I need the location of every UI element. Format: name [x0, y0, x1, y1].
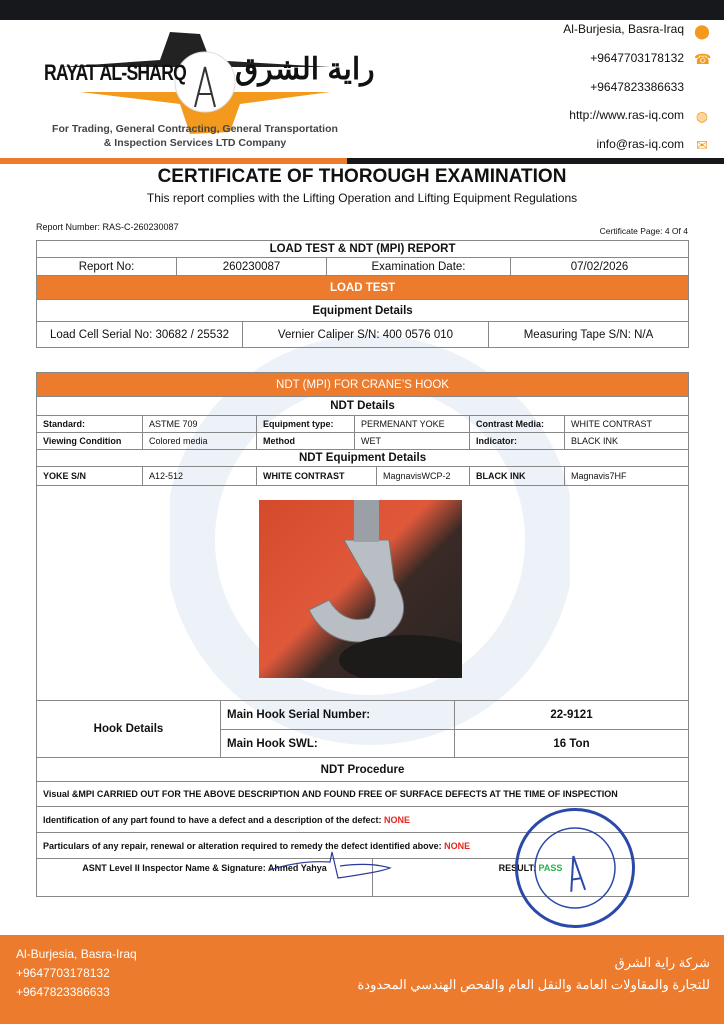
result-value: PASS — [538, 863, 563, 873]
black-ink-label: BLACK INK — [470, 467, 565, 486]
ndt-heading: NDT (MPI) FOR CRANE’S HOOK — [37, 373, 689, 397]
measuring-tape-serial: Measuring Tape S/N: N/A — [489, 322, 689, 348]
company-name: RAYAT AL-SHARQ — [44, 60, 187, 85]
contrast-media-value: WHITE CONTRAST — [565, 416, 689, 433]
hook-swl-label: Main Hook SWL: — [221, 730, 455, 758]
location-pin-icon: ⬤ — [694, 23, 710, 39]
defect-value: NONE — [384, 814, 411, 825]
company-stamp — [507, 800, 643, 936]
globe-icon: ◍ — [695, 108, 709, 124]
company-name-arabic: راية الشرق — [235, 53, 375, 86]
contact-phone-1: +9647703178132 — [590, 51, 684, 65]
black-ink-value: Magnavis7HF — [565, 467, 689, 486]
tagline-line-1: For Trading, General Contracting, General Transportation — [52, 123, 338, 135]
inspector-label: ASNT Level II Inspector Name & Signature: — [82, 863, 268, 873]
yoke-value: A12-512 — [143, 467, 257, 486]
ndt-details-heading: NDT Details — [37, 397, 689, 416]
exam-date-label: Examination Date: — [327, 258, 511, 276]
method-value: WET — [355, 433, 470, 450]
method-label: Method — [257, 433, 355, 450]
top-bar — [0, 0, 724, 20]
certificate-title: CERTIFICATE OF THOROUGH EXAMINATION — [157, 166, 567, 187]
footer — [0, 935, 724, 1024]
viewing-condition-value: Colored media — [143, 433, 257, 450]
crane-hook-photo — [259, 500, 462, 678]
hook-serial-label: Main Hook Serial Number: — [221, 701, 455, 730]
ndt-procedure-heading: NDT Procedure — [37, 758, 689, 782]
divider-black — [347, 158, 724, 164]
load-table-heading: LOAD TEST & NDT (MPI) REPORT — [37, 241, 689, 258]
report-no-label: Report No: — [37, 258, 177, 276]
vernier-caliper-serial: Vernier Caliper S/N: 400 0576 010 — [243, 322, 489, 348]
footer-phone-2: +9647823386633 — [16, 985, 110, 999]
indicator-value: BLACK INK — [565, 433, 689, 450]
equipment-type-value: PERMENANT YOKE — [355, 416, 470, 433]
footer-address: Al-Burjesia, Basra-Iraq — [16, 947, 137, 961]
contact-address: Al-Burjesia, Basra-Iraq — [563, 22, 684, 36]
signature — [260, 850, 400, 880]
load-test-table — [36, 240, 689, 322]
white-contrast-label: WHITE CONTRAST — [257, 467, 377, 486]
report-no-value: 260230087 — [177, 258, 327, 276]
exam-date-value: 07/02/2026 — [511, 258, 689, 276]
inspector-name: Ahmed Yahya — [267, 863, 327, 873]
divider-orange — [0, 158, 347, 164]
viewing-condition-label: Viewing Condition — [37, 433, 143, 450]
tagline — [30, 122, 360, 150]
certificate-page: Certificate Page: 4 Of 4 — [599, 226, 688, 236]
result-label: RESULT: — [498, 863, 539, 873]
load-test-section: LOAD TEST — [37, 276, 689, 300]
ndt-table — [36, 372, 689, 467]
tagline-line-2: & Inspection Services LTD Company — [103, 137, 287, 149]
standard-label: Standard: — [37, 416, 143, 433]
white-contrast-value: MagnavisWCP-2 — [377, 467, 470, 486]
indicator-label: Indicator: — [470, 433, 565, 450]
equipment-details-heading: Equipment Details — [37, 300, 689, 322]
repair-value: NONE — [444, 840, 471, 851]
repair-label: Particulars of any repair, renewal or alteration required to remedy the defect identified above: — [43, 840, 445, 851]
contact-email[interactable]: info@ras-iq.com — [596, 137, 684, 151]
footer-phone-1: +9647703178132 — [16, 966, 110, 980]
mail-icon: ✉ — [696, 137, 708, 153]
hook-swl-value: 16 Ton — [455, 730, 689, 758]
contact-website[interactable]: http://www.ras-iq.com — [569, 108, 684, 122]
hook-details-label: Hook Details — [37, 701, 221, 758]
standard-value: ASTME 709 — [143, 416, 257, 433]
footer-arabic-description: للتجارة والمقاولات العامة والنقل العام والفحص الهندسي المحدودة — [357, 977, 710, 992]
phone-icon: ☎ — [694, 51, 712, 67]
hook-serial-value: 22-9121 — [455, 701, 689, 730]
load-cell-serial: Load Cell Serial No: 30682 / 25532 — [37, 322, 243, 348]
contrast-media-label: Contrast Media: — [470, 416, 565, 433]
certificate-subtitle: This report complies with the Lifting Operation and Lifting Equipment Regulations — [146, 191, 578, 205]
hook-details-table — [36, 700, 689, 758]
equipment-row — [36, 321, 689, 348]
contact-phone-2: +9647823386633 — [590, 80, 684, 94]
equipment-type-label: Equipment type: — [257, 416, 355, 433]
report-number: Report Number: RAS-C-260230087 — [36, 222, 179, 232]
ndt-equipment-heading: NDT Equipment Details — [37, 450, 689, 467]
ndt-procedure-text: Visual &MPI CARRIED OUT FOR THE ABOVE DESCRIPTION AND FOUND FREE OF SURFACE DEFECTS AT THE TIME OF INSPECTION — [37, 782, 689, 807]
footer-arabic-name: شركة راية الشرق — [614, 955, 710, 970]
yoke-label: YOKE S/N — [37, 467, 143, 486]
defect-label: Identification of any part found to have a defect and a description of the defect: — [43, 814, 385, 825]
